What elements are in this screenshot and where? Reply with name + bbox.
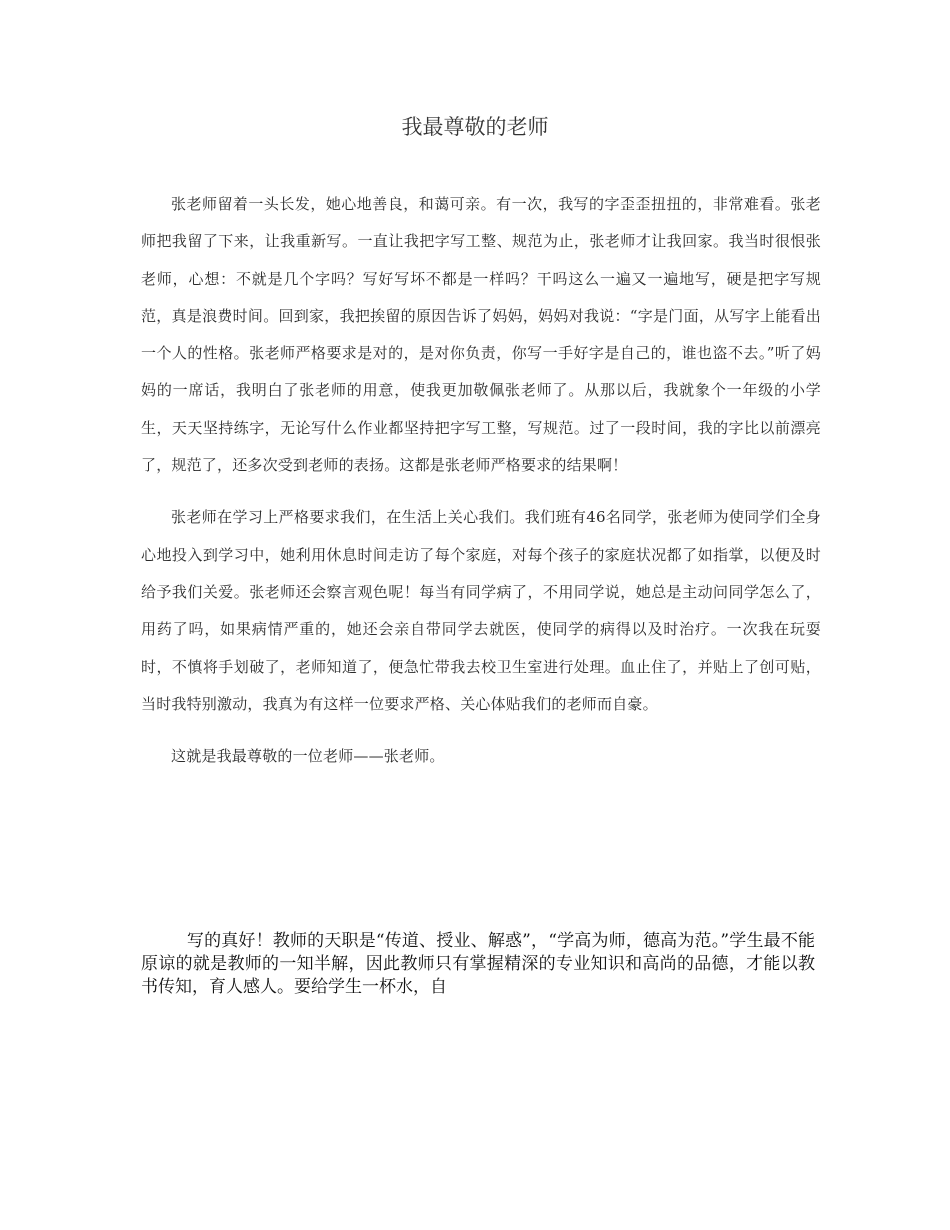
essay-title: 我最尊敬的老师 — [401, 115, 549, 139]
essay-paragraph-3: 这就是我最尊敬的一位老师——张老师。 — [171, 747, 445, 766]
essay-paragraph-2: 张老师在学习上严格要求我们，在生活上关心我们。我们班有46名同学，张老师为使同学们全身心地投入到学习中，她利用休息时间走访了每个家庭，对每个孩子的家庭状况都了如指掌，以便及时给予我们关爱。张老师还会察言观色呢！每当有同学病了，不用同学说，她总是主动问同学怎么了，用药了吗，如果病情严重的，她还会亲自带同学去就医，使同学的病得以及时治疗。一次我在玩耍时，不慎将手划破了，老师知道了，便急忙带我去校卫生室进行处理。血止住了，并贴上了创可贴，当时我特别激动，我真为有这样一位要求严格、关心体贴我们的老师而自豪。 — [141, 508, 821, 713]
teacher-comment: 写的真好！教师的天职是“传道、授业、解惑”，“学高为师，德高为范。”学生最不能原谅的就是教师的一知半解，因此教师只有掌握精深的专业知识和高尚的品德，才能以教书传知，育人感人。要给学生一杯水，自 — [141, 931, 815, 997]
essay-body — [141, 186, 821, 790]
essay-paragraph-1: 张老师留着一头长发，她心地善良，和蔼可亲。有一次，我写的字歪歪扭扭的，非常难看。张老师把我留了下来，让我重新写。一直让我把字写工整、规范为止，张老师才让我回家。我当时很恨张老师，心想：不就是几个字吗？写好写坏不都是一样吗？干吗这么一遍又一遍地写，硬是把字写规范，真是浪费时间。回到家，我把挨留的原因告诉了妈妈，妈妈对我说：“字是门面，从写字上能看出一个人的性格。张老师严格要求是对的，是对你负责，你写一手好字是自己的，谁也盗不去。”听了妈妈的一席话，我明白了张老师的用意，使我更加敬佩张老师了。从那以后，我就象个一年级的小学生，天天坚持练字，无论写什么作业都坚持把字写工整，写规范。过了一段时间，我的字比以前漂亮了，规范了，还多次受到老师的表扬。这都是张老师严格要求的结果啊！ — [141, 195, 821, 475]
